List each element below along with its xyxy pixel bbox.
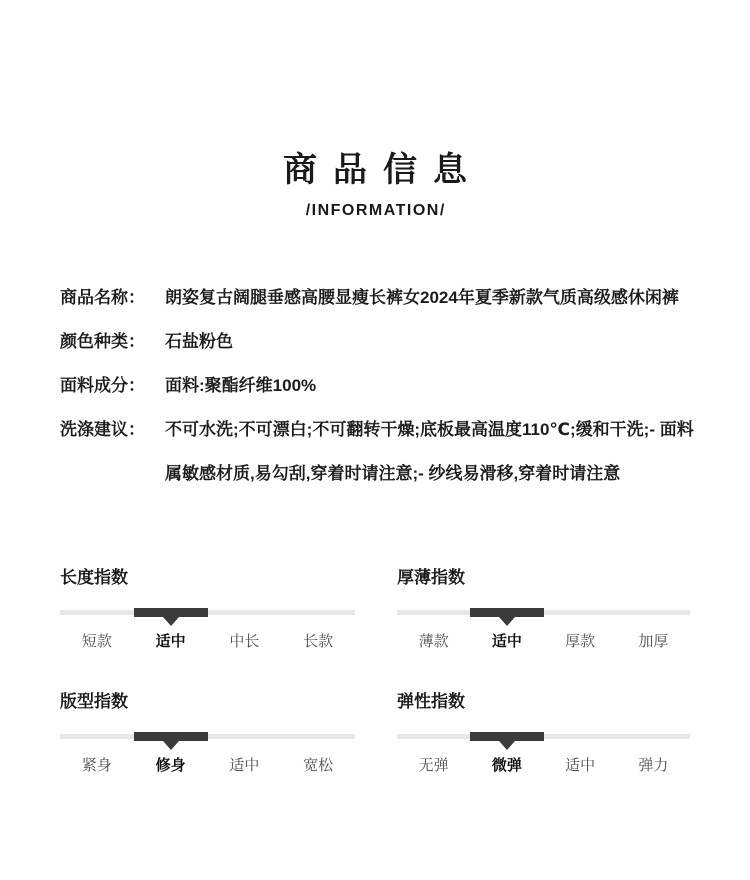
index-slider-track <box>397 734 690 739</box>
index-option: 短款 <box>81 633 112 650</box>
index-option: 无弹 <box>418 757 449 774</box>
index-slider-segment <box>134 732 208 741</box>
index-option: 修身 <box>155 757 186 774</box>
index-title: 厚薄指数 <box>397 568 465 587</box>
elasticity-index-panel <box>397 692 690 776</box>
attribute-label: 商品名称： <box>60 288 145 307</box>
index-options <box>397 756 690 776</box>
section-header <box>0 0 750 220</box>
index-options <box>397 632 690 652</box>
index-option: 适中 <box>491 633 522 650</box>
page-subtitle: /INFORMATION/ <box>305 202 446 219</box>
index-title: 版型指数 <box>60 692 128 711</box>
fit-index-panel <box>60 692 355 776</box>
index-slider-segment <box>470 608 543 617</box>
index-option: 长款 <box>303 633 334 650</box>
product-attributes <box>60 276 700 496</box>
index-slider-track <box>60 734 355 739</box>
attribute-value: 石盐粉色 <box>165 332 233 351</box>
page-title: 商品信息 <box>283 151 483 189</box>
attribute-row-washing <box>60 408 700 496</box>
attribute-row-color <box>60 320 700 364</box>
index-option: 适中 <box>229 757 260 774</box>
index-title: 弹性指数 <box>397 692 465 711</box>
index-options <box>60 632 355 652</box>
index-option: 中长 <box>229 633 260 650</box>
index-slider-track <box>397 610 690 615</box>
index-options <box>60 756 355 776</box>
thickness-index-panel <box>397 568 690 652</box>
index-slider-segment <box>470 732 543 741</box>
index-slider-pointer-icon <box>163 617 179 626</box>
index-slider-track <box>60 610 355 615</box>
index-option: 紧身 <box>81 757 112 774</box>
index-option: 适中 <box>565 757 596 774</box>
attribute-row-fabric <box>60 364 700 408</box>
attribute-value: 不可水洗;不可漂白;不可翻转干燥;底板最高温度110℃;缓和干洗;- 面料属敏感材质,易勾刮,穿着时请注意;- 纱线易滑移,穿着时请注意 <box>165 420 694 483</box>
index-option: 薄款 <box>418 633 449 650</box>
index-option: 宽松 <box>303 757 334 774</box>
index-slider-pointer-icon <box>499 617 515 626</box>
attribute-value: 面料:聚酯纤维100% <box>165 376 317 395</box>
index-slider-segment <box>134 608 208 617</box>
index-option: 弹力 <box>638 757 669 774</box>
length-index-panel <box>60 568 355 652</box>
index-title: 长度指数 <box>60 568 128 587</box>
attribute-label: 面料成分： <box>60 376 145 395</box>
index-option: 加厚 <box>638 633 669 650</box>
index-option: 厚款 <box>565 633 596 650</box>
index-panels <box>60 568 750 776</box>
index-option: 微弹 <box>491 757 522 774</box>
index-slider-pointer-icon <box>499 741 515 750</box>
attribute-label: 洗涤建议： <box>60 420 145 439</box>
index-option: 适中 <box>155 633 186 650</box>
index-slider-pointer-icon <box>163 741 179 750</box>
attribute-row-name <box>60 276 700 320</box>
attribute-label: 颜色种类： <box>60 332 145 351</box>
attribute-value: 朗姿复古阔腿垂感高腰显瘦长裤女2024年夏季新款气质高级感休闲裤 <box>165 288 679 307</box>
